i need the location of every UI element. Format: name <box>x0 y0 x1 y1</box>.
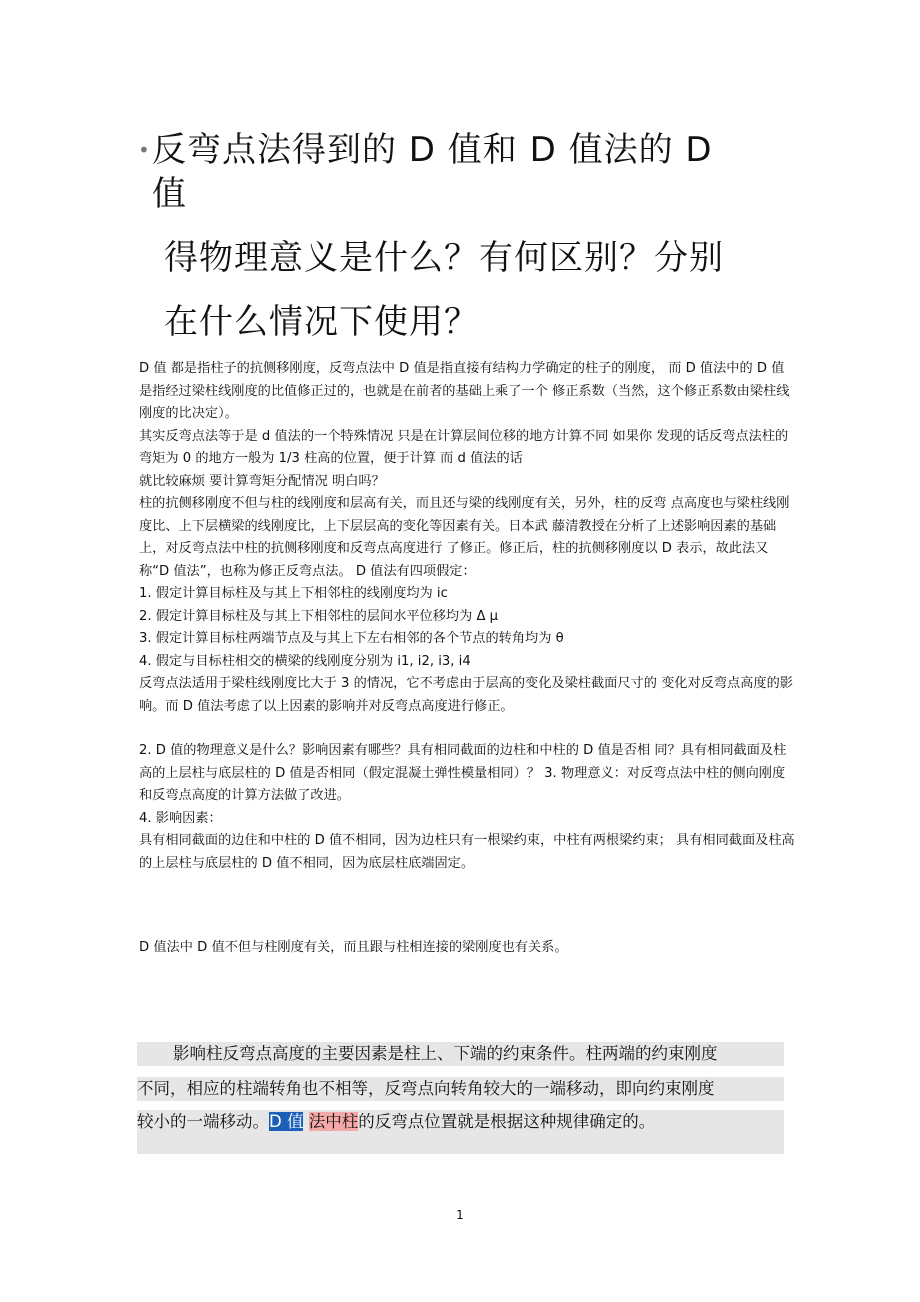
paragraph-d-value-definition: D 值 都是指柱子的抗侧移刚度，反弯点法中 D 值是指直接有结构力学确定的柱子的刚度， 而 D 值法中的 D 值是指经过梁柱线刚度的比值修正过的，也就是在前者的基础上乘了一个 修正系数（当然，这个修正系数由梁柱线刚度的比决定）。 <box>139 361 790 421</box>
paragraph-special-case: 其实反弯点法等于是 d 值法的一个特殊情况 只是在计算层间位移的地方计算不同 如果你 发现的话反弯点法柱的弯矩为 0 的地方一般为 1/3 柱高的位置，便于计算 而 d 值法的话 <box>139 428 789 466</box>
title-line-1 <box>138 128 818 172</box>
spacer <box>139 718 795 740</box>
bullet-icon: • <box>138 138 151 162</box>
highlight-row-3-end: 的反弯点位置就是根据这种规律确定的。 <box>358 1112 656 1131</box>
marked-text-method-column: 法中柱 <box>308 1112 359 1131</box>
title-text-1: 反弯点法得到的 D 值和 D 值法的 D <box>152 130 713 170</box>
highlight-row-1: 影响柱反弯点高度的主要因素是柱上、下端的约束条件。柱两端的约束刚度 <box>137 1042 784 1066</box>
paragraph-special-case-cont: 就比较麻烦 要计算弯矩分配情况 明白吗？ <box>139 473 385 489</box>
document-title <box>138 128 818 344</box>
paragraph-applicability: 反弯点法适用于梁柱线刚度比大于 3 的情况，它不考虑由于层高的变化及梁柱截面尺寸的 变化对反弯点高度的影响。而 D 值法考虑了以上因素的影响并对反弯点高度进行修正。 <box>139 676 793 714</box>
paragraph-influence-detail: 具有相同截面的边住和中柱的 D 值不相同，因为边柱只有一根梁约束，中柱有两根梁约束； 具有相同截面及柱高的上层柱与底层柱的 D 值不相同，因为底层柱底端固定。 <box>139 833 795 871</box>
highlight-row-3-start: 较小的一端移动。 <box>137 1112 269 1131</box>
highlight-row-3 <box>137 1110 784 1154</box>
title-line-3: 得物理意义是什么？有何区别？分别 <box>164 238 724 278</box>
paragraph-question-2: 2. D 值的物理意义是什么？影响因素有哪些？具有相同截面的边柱和中柱的 D 值是否相 同？具有相同截面及柱高的上层柱与底层柱的 D 值是否相同（假定混凝土弹性模量相同）？ 3. 物理意义：对反弯点法中柱的侧向刚度和反弯点高度的计算方法做了改进。 <box>139 743 787 803</box>
paragraph-influence-heading: 4. 影响因素： <box>139 810 222 826</box>
selected-text-d-value[interactable]: D 值 <box>269 1112 304 1131</box>
assumption-4: 4. 假定与目标柱相交的横梁的线刚度分别为 i1, i2, i3, i4 <box>139 653 471 669</box>
paragraph-stiffness-factors: 柱的抗侧移刚度不但与柱的线刚度和层高有关，而且还与梁的线刚度有关，另外，柱的反弯 点高度也与梁柱线刚度比、上下层横梁的线刚度比，上下层层高的变化等因素有关。日本武 藤清教授在分析了上述影响因素的基础上，对反弯点法中柱的抗侧移刚度和反弯点高度进行 了修正。修正后，柱的抗侧移刚度以 D 表示，故此法又称“D 值法”，也称为修正反弯点法。 D 值法有四项假定： <box>139 496 790 579</box>
title-line-2: 值 <box>152 174 186 214</box>
page-number: 1 <box>456 1208 464 1222</box>
assumption-3: 3. 假定计算目标柱两端节点及与其上下左右相邻的各个节点的转角均为 θ <box>139 631 564 646</box>
highlight-row-3-space <box>303 1112 308 1131</box>
paragraph-d-method-note: D 值法中 D 值不但与柱刚度有关，而且跟与柱相连接的梁刚度也有关系。 <box>139 940 568 955</box>
highlight-row-2: 不同，相应的柱端转角也不相等，反弯点向转角较大的一端移动，即向约束刚度 <box>137 1077 784 1101</box>
document-body <box>139 358 795 960</box>
title-line-4: 在什么情况下使用？ <box>164 302 479 342</box>
assumption-2: 2. 假定计算目标柱及与其上下相邻柱的层间水平位移均为 Δ μ <box>139 608 499 624</box>
assumption-1: 1. 假定计算目标柱及与其上下相邻柱的线刚度均为 ic <box>139 586 448 601</box>
spacer <box>139 875 795 937</box>
highlighted-passage <box>137 1042 784 1154</box>
